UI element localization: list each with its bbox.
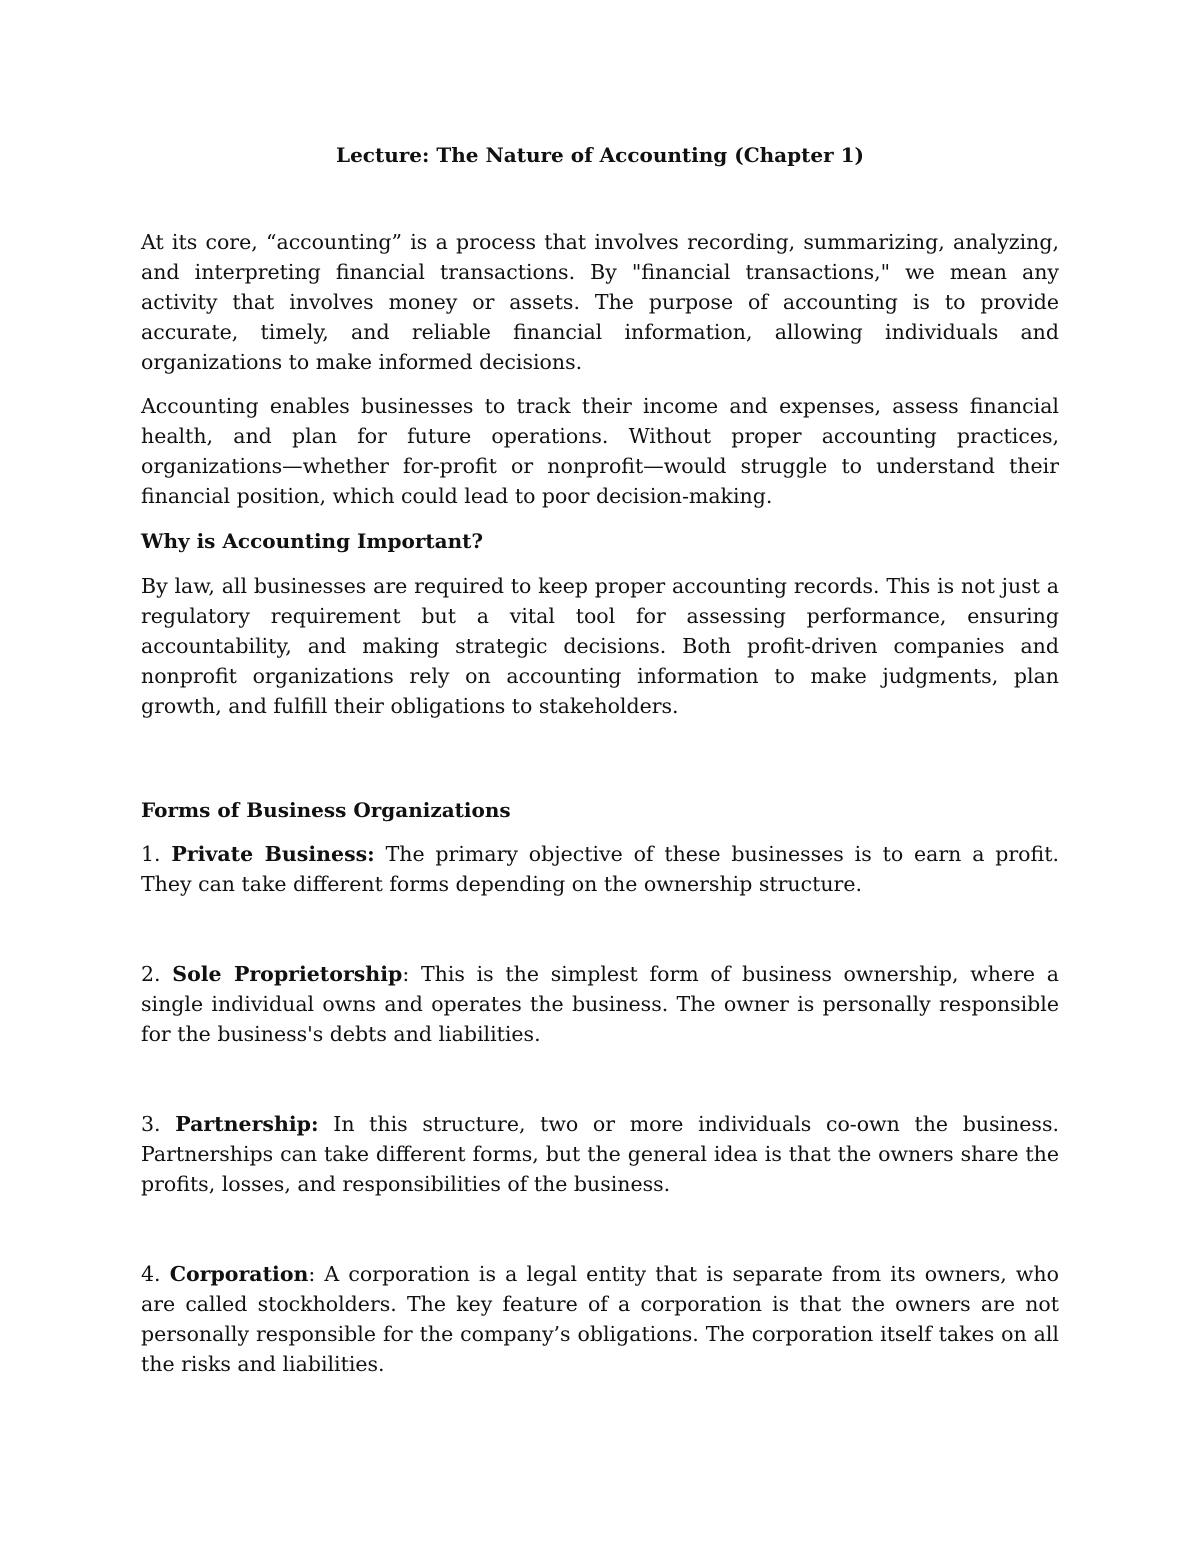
form-item-number: 2. (141, 962, 161, 986)
form-item-text: The primary objective of these businesses is to earn a profit. They can take different forms depending on the ownership structure. (141, 842, 1059, 896)
why-heading: Why is Accounting Important? (141, 529, 484, 553)
form-item-term: Partnership: (175, 1112, 319, 1136)
form-item-corporation (141, 1259, 1059, 1379)
form-item-text: : This is the simplest form of business ownership, where a single individual owns and operates the business. The owner is personally responsible for the business's debts and liabilities. (141, 962, 1059, 1046)
form-item-text: : A corporation is a legal entity that is separate from its owners, who are called stockholders. The key feature of a corporation is that the owners are not personally responsible for the company’s obligations. The corporation itself takes on all the risks and liabilities. (141, 1262, 1059, 1376)
forms-heading: Forms of Business Organizations (141, 798, 511, 822)
form-item-number: 1. (141, 842, 161, 866)
intro-paragraph-1: At its core, “accounting” is a process that involves recording, summarizing, analyzing, and interpreting financial transactions. By "financial transactions," we mean any activity that involves money or assets. The purpose of accounting is to provide accurate, timely, and reliable financial information, allowing individuals and organizations to make informed decisions. (141, 230, 1059, 374)
document-title: Lecture: The Nature of Accounting (Chapter 1) (336, 143, 864, 167)
intro-paragraph-2: Accounting enables businesses to track their income and expenses, assess financial health, and plan for future operations. Without proper accounting practices, organizations—whether for-profit or nonprofit—would struggle to understand their financial position, which could lead to poor decision-making. (141, 394, 1059, 508)
form-item-number: 3. (141, 1112, 161, 1136)
form-item-term: Corporation (169, 1262, 309, 1286)
form-item-sole-proprietorship (141, 959, 1059, 1049)
why-paragraph: By law, all businesses are required to keep proper accounting records. This is not just a regulatory requirement but a vital tool for assessing performance, ensuring accountability, and making strategic decisions. Both profit-driven companies and nonprofit organizations rely on accounting information to make judgments, plan growth, and fulfill their obligations to stakeholders. (141, 574, 1059, 718)
form-item-text: In this structure, two or more individuals co-own the business. Partnerships can take different forms, but the general idea is that the owners share the profits, losses, and responsibilities of the business. (141, 1112, 1059, 1196)
form-item-term: Sole Proprietorship (172, 962, 403, 986)
form-item-term: Private Business: (171, 842, 375, 866)
form-item-number: 4. (141, 1262, 161, 1286)
form-item-private-business (141, 839, 1059, 899)
document-page (141, 140, 1059, 1379)
form-item-partnership (141, 1109, 1059, 1199)
